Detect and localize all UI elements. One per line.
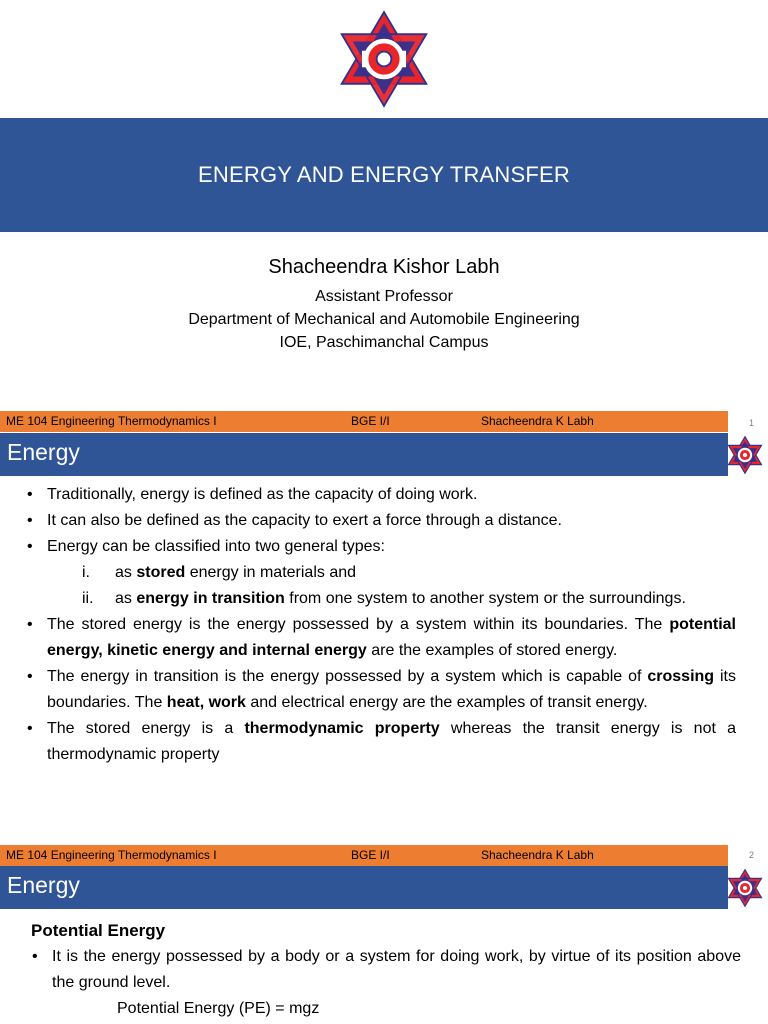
author-position: Assistant Professor (315, 288, 453, 305)
section-title: Energy (7, 439, 80, 465)
page-number: 1 (748, 418, 754, 428)
bullet-item: • It can also be defined as the capacity to exert a force through a distance. (24, 508, 736, 534)
slide-footer (0, 845, 728, 866)
footer-level: BGE I/I (351, 848, 390, 862)
page-number: 2 (748, 850, 754, 860)
institution-logo-icon (727, 435, 763, 475)
institution-logo-icon (727, 868, 763, 908)
bullet-item: • The stored energy is a thermodynamic property whereas the transit energy is not a thermodynamic property (24, 716, 736, 768)
sub-list-item: ii. as energy in transition from one system to another system or the surroundings. (82, 590, 686, 607)
footer-course: ME 104 Engineering Thermodynamics I (6, 848, 217, 862)
footer-course: ME 104 Engineering Thermodynamics I (6, 414, 217, 428)
footer-level: BGE I/I (351, 414, 390, 428)
presentation-title: ENERGY AND ENERGY TRANSFER (198, 162, 570, 187)
section-header-bar (0, 433, 728, 476)
formula: Potential Energy (PE) = mgz (117, 1000, 320, 1017)
subheading: Potential Energy (31, 921, 166, 940)
bullet-item: • Energy can be classified into two general types: (24, 534, 736, 560)
bullet-item: • Traditionally, energy is defined as the capacity of doing work. (24, 482, 736, 508)
sub-list-item: i. as stored energy in materials and (82, 564, 357, 581)
footer-author: Shacheendra K Labh (481, 414, 594, 428)
author-name: Shacheendra Kishor Labh (268, 256, 500, 278)
author-block (0, 256, 768, 354)
section-title: Energy (7, 872, 80, 898)
author-campus: IOE, Paschimanchal Campus (279, 334, 489, 351)
section-header-bar (0, 866, 728, 909)
author-department: Department of Mechanical and Automobile Engineering (188, 311, 580, 328)
slide-2-content (24, 482, 736, 768)
title-bar (0, 118, 768, 232)
slide-footer (0, 411, 728, 432)
bullet-item: • It is the energy possessed by a body or a system for doing work, by virtue of its position above the ground level. (29, 944, 741, 996)
footer-author: Shacheendra K Labh (481, 848, 594, 862)
bullet-item: • The stored energy is the energy possessed by a system within its boundaries. The potential energy, kinetic energy and internal energy are the examples of stored energy. (24, 612, 736, 664)
slide-3-content (29, 918, 741, 1022)
bullet-item: • The energy in transition is the energy possessed by a system which is capable of crossing its boundaries. The heat, work and electrical energy are the examples of transit energy. (24, 664, 736, 716)
institution-logo-icon (338, 10, 430, 108)
